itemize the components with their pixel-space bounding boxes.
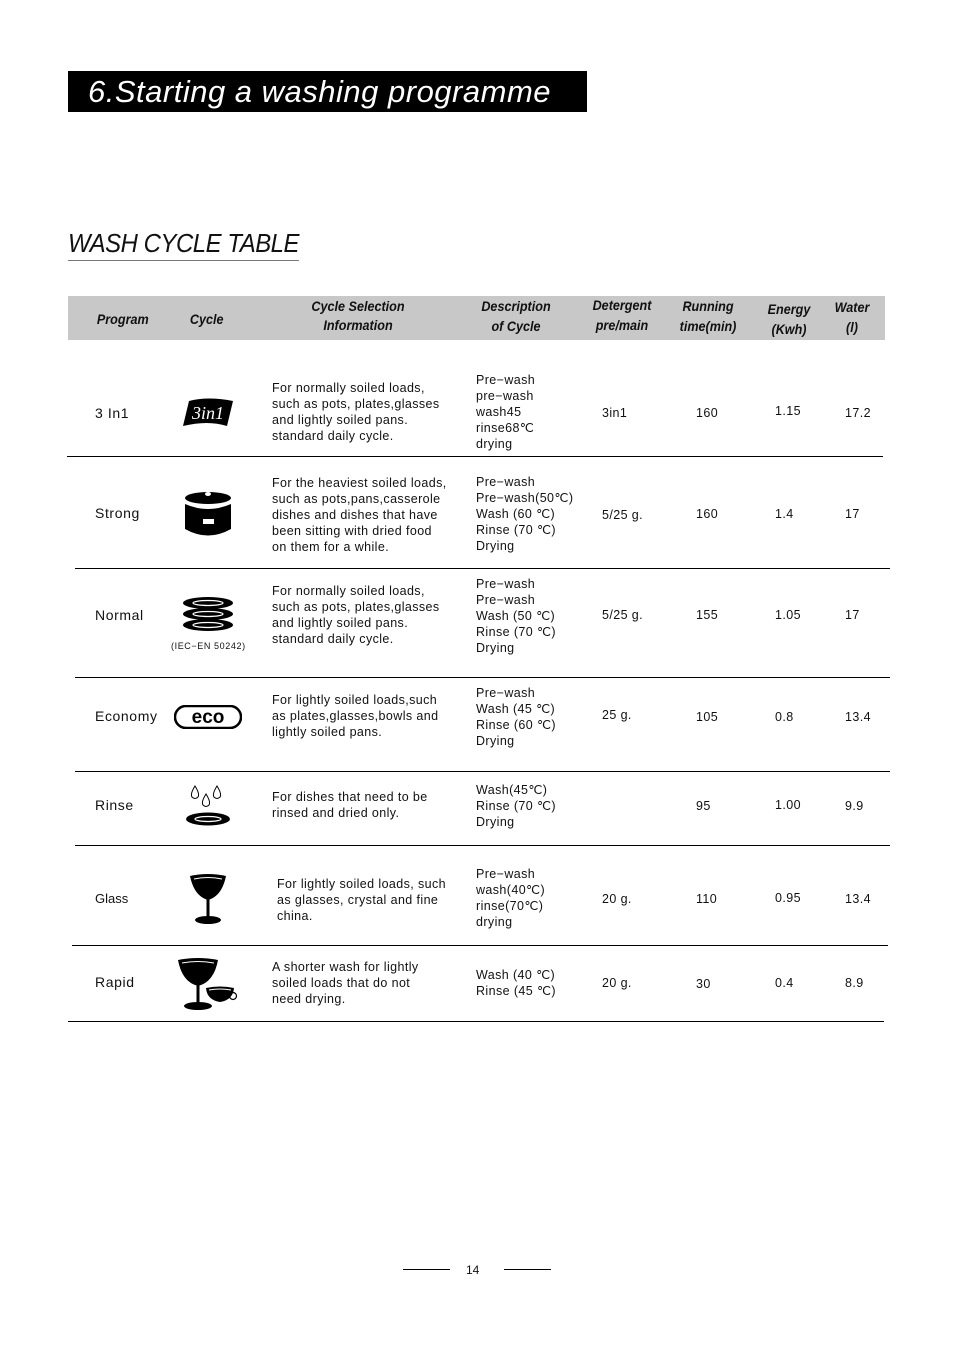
row-normal-description: Pre−wash Pre−wash Wash (50 ℃) Rinse (70 ℃) Drying: [476, 577, 556, 655]
header-running-2: time(min): [679, 318, 737, 334]
3in1-icon: [182, 398, 234, 433]
header-description-2: of Cycle: [491, 318, 541, 334]
row-glass-energy: 0.95: [775, 891, 801, 905]
row-rinse-energy: 1.00: [775, 798, 801, 812]
header-water-2: (l): [846, 319, 858, 335]
row-rinse-program: Rinse: [95, 797, 134, 813]
header-selection-1: Cycle Selection: [311, 298, 405, 314]
row-rapid-time: 30: [696, 977, 711, 991]
row-rinse-water: 9.9: [845, 799, 864, 813]
row-strong-program: Strong: [95, 505, 140, 521]
plates-stack-icon: [181, 596, 235, 641]
row-3in1-description: Pre−wash pre−wash wash45 rinse68℃ drying: [476, 373, 536, 451]
header-energy-1: Energy: [767, 301, 811, 317]
row-economy-detergent: 25 g.: [602, 708, 632, 722]
header-running-1: Running: [682, 298, 734, 314]
row-normal-detergent: 5/25 g.: [602, 608, 644, 622]
row-rapid-detergent: 20 g.: [602, 976, 632, 990]
row-rapid-description: Wash (40 ℃) Rinse (45 ℃): [476, 968, 556, 998]
header-energy-2: (Kwh): [771, 321, 807, 337]
row-rinse-info: For dishes that need to be rinsed and dried only.: [272, 790, 428, 820]
row-normal-info: For normally soiled loads, such as pots, plates,glasses and lightly soiled pans. standard daily cycle.: [272, 584, 440, 646]
header-detergent-1: Detergent: [592, 297, 652, 313]
row-economy-info: For lightly soiled loads,such as plates,glasses,bowls and lightly soiled pans.: [272, 693, 439, 739]
row-economy-description: Pre−wash Wash (45 ℃) Rinse (60 ℃) Drying: [476, 686, 556, 748]
footer-rule-right: [504, 1269, 551, 1270]
table-title: WASH CYCLE TABLE: [68, 228, 299, 261]
row-3in1-info: For normally soiled loads, such as pots, plates,glasses and lightly soiled pans. standard daily cycle.: [272, 381, 440, 443]
row-3in1-water: 17.2: [845, 406, 871, 420]
row-normal-standard-note: (IEC−EN 50242): [171, 641, 246, 651]
row-rapid-energy: 0.4: [775, 976, 794, 990]
table-bottom-rule: [68, 1021, 884, 1022]
row-glass-description: Pre−wash wash(40℃) rinse(70℃) drying: [476, 867, 546, 929]
row-rinse-description: Wash(45℃) Rinse (70 ℃) Drying: [476, 783, 556, 829]
row-strong-energy: 1.4: [775, 507, 794, 521]
row-rapid-info: A shorter wash for lightly soiled loads that do not need drying.: [272, 960, 419, 1006]
row-strong-water: 17: [845, 507, 860, 521]
row-strong-detergent: 5/25 g.: [602, 508, 644, 522]
eco-icon: [174, 705, 242, 734]
row-normal-water: 17: [845, 608, 860, 622]
row-glass-info: For lightly soiled loads, such as glasses, crystal and fine china.: [277, 877, 447, 923]
header-description-1: Description: [481, 298, 551, 314]
row-strong-info: For the heaviest soiled loads, such as pots,pans,casserole dishes and dishes that have been sitting with dried food on them for a while.: [272, 476, 447, 554]
header-cycle: Cycle: [189, 311, 224, 327]
row-divider: [67, 456, 883, 457]
row-3in1-detergent: 3in1: [602, 406, 628, 420]
eco-icon-label: eco: [191, 707, 225, 728]
header-water-1: Water: [834, 299, 870, 315]
row-3in1-time: 160: [696, 406, 719, 420]
3in1-icon-label: 3in1: [192, 403, 225, 423]
row-divider: [72, 945, 888, 946]
row-divider: [75, 568, 890, 569]
row-3in1-program: 3 In1: [95, 405, 130, 421]
row-glass-detergent: 20 g.: [602, 892, 632, 906]
header-selection-2: Information: [323, 317, 393, 333]
footer-rule-left: [403, 1269, 450, 1270]
row-rapid-water: 8.9: [845, 976, 864, 990]
row-divider: [75, 677, 890, 678]
row-glass-water: 13.4: [845, 892, 871, 906]
section-heading: 6.Starting a washing programme: [68, 71, 587, 112]
pot-icon: [182, 490, 234, 545]
row-rinse-time: 95: [696, 799, 711, 813]
row-3in1-energy: 1.15: [775, 404, 801, 418]
row-rapid-program: Rapid: [95, 974, 135, 990]
glass-and-cup-icon: [176, 956, 238, 1017]
water-drops-icon: [184, 784, 234, 833]
row-normal-energy: 1.05: [775, 608, 801, 622]
row-economy-time: 105: [696, 710, 719, 724]
row-glass-time: 110: [696, 892, 718, 906]
header-detergent-2: pre/main: [595, 317, 649, 333]
row-normal-program: Normal: [95, 607, 144, 623]
page-number: 14: [466, 1263, 480, 1277]
wine-glass-icon: [188, 872, 228, 931]
row-economy-energy: 0.8: [775, 710, 794, 724]
row-strong-description: Pre−wash Pre−wash(50℃) Wash (60 ℃) Rinse (70 ℃) Drying: [476, 475, 574, 553]
row-glass-program: Glass: [95, 891, 129, 906]
row-economy-water: 13.4: [845, 710, 871, 724]
table-header: [68, 296, 885, 340]
row-divider: [75, 845, 890, 846]
header-program: Program: [96, 311, 149, 327]
row-strong-time: 160: [696, 507, 719, 521]
row-divider: [75, 771, 890, 772]
row-normal-time: 155: [696, 608, 719, 622]
row-economy-program: Economy: [95, 708, 158, 724]
